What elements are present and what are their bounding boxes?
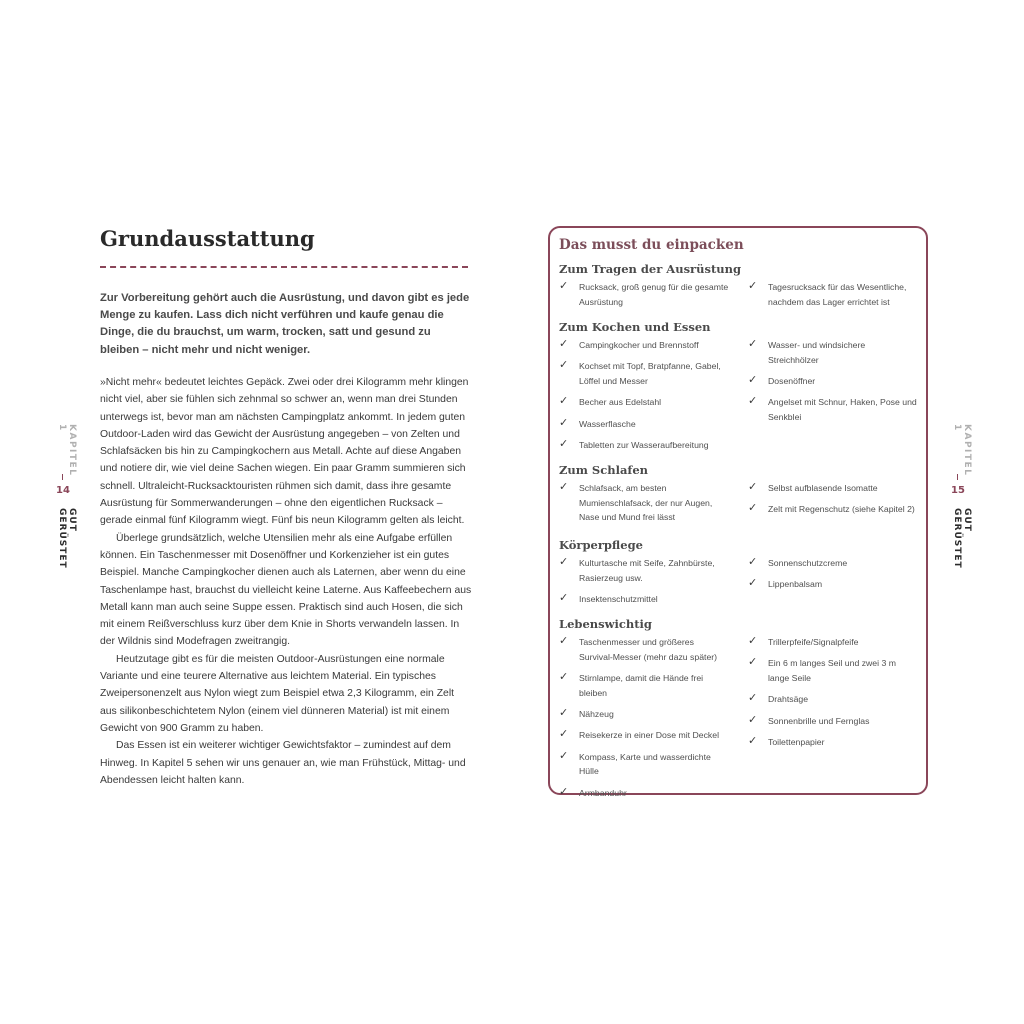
body-paragraph: Überlege grundsätzlich, welche Utensilien mehr als eine Aufgabe erfüllen können. Ein Taschenmesser mit Dosenöffner und Korkenzieher ist ein gutes Beispiel. Manche Campingkocher dienen auch als Laternen, aber wenn du eine Taschenlampe hast, brauchst du vielleicht keine Laterne. Aus Kaffeebechern aus Metall kann man auch seine Suppe essen. Praktisch sind auch Hosen, die sich mit einem Reißverschluss kurz über dem Knie in Shorts verwandeln lassen. In der Wildnis sind Modefragen zweitrangig.: [100, 532, 472, 648]
check-icon: ✓: [748, 692, 758, 705]
check-icon: ✓: [559, 359, 569, 372]
check-icon: ✓: [559, 280, 569, 292]
body-paragraph: »Nicht mehr« bedeutet leichtes Gepäck. Zwei oder drei Kilogramm mehr klingen nicht viel, aber sie fühlen sich zehnmal so schwer an, wenn man drei Stunden unterwegs ist, bevor man am nächsten Campingplatz ankommt. In jedem guten Outdoor-Laden wird das Gewicht der Ausrüstung angegeben – von Zelten und Schlafsäcken bis hin zu Campingkochern aus Metall. Achte auf diese Angaben und notiere dir, wie viel deine Sachen wiegen. Ein paar Gramm summieren sich schnell. Ultraleicht-Rucksacktouristen rühmen sich damit, dass ihre gesamte Ausrüstung für Sommerwanderungen – ohne den eigentlichen Rucksack – gerade einmal fünf Kilogramm wiegt. Fünf bis neun Kilogramm gelten als leicht.: [100, 377, 469, 527]
check-icon: ✓: [559, 591, 569, 604]
checklist-item: ✓ Sonnenschutzcreme: [748, 556, 848, 568]
section-right-column: [748, 280, 918, 316]
section-left-column: [559, 481, 729, 532]
checklist-item: ✓ Selbst aufblasende Isomatte: [748, 481, 878, 493]
checklist-item: ✓ Kompass, Karte und wasserdichte Hülle: [559, 749, 711, 777]
check-icon: ✓: [748, 735, 758, 748]
packing-checklist-box: [548, 226, 928, 798]
section-right-column: [748, 556, 918, 599]
check-icon: ✓: [748, 373, 758, 386]
check-icon: ✓: [559, 395, 569, 408]
body-text: [100, 374, 472, 789]
page-number: 15: [951, 485, 965, 496]
checklist-item: ✓ Insektenschutzmittel: [559, 591, 658, 604]
check-icon: ✓: [559, 749, 569, 762]
section-label: GUT GERÜSTET: [952, 508, 972, 569]
section-right-column: [748, 481, 918, 524]
section-right-column: [748, 338, 918, 431]
checklist-item: ✓ Tabletten zur Wasseraufbereitung: [559, 438, 709, 451]
checklist-item: ✓ Drahtsäge: [748, 692, 809, 705]
check-icon: ✓: [559, 481, 569, 493]
checklist-item: ✓ Schlafsack, am besten Mumienschlafsack, der nur Augen, Nase und Mund frei lässt: [559, 481, 713, 523]
checklist-item: ✓ Taschenmesser und größeres Survival-Messer (mehr dazu später): [559, 635, 718, 662]
check-icon: ✓: [748, 280, 758, 292]
checklist-item: ✓ Dosenöffner: [748, 373, 816, 386]
body-paragraph: Heutzutage gibt es für die meisten Outdoor-Ausrüstungen eine normale Variante und eine teurere Alternative aus leichtem Material. Ein typisches Zweipersonenzelt aus Nylon wiegt zum Beispiel etwa 2,3 Kilogramm, ein Zelt aus silikonbeschichtetem Nylon (einem viel dünneren Material) ist mit einem Gewicht von 900 Gramm zu haben.: [100, 653, 455, 734]
chapter-label: KAPITEL 1: [57, 424, 77, 477]
check-icon: ✓: [748, 713, 758, 726]
check-icon: ✓: [559, 635, 569, 647]
checklist-item: ✓ Becher aus Edelstahl: [559, 395, 662, 408]
section-left-column: [559, 635, 729, 807]
chapter-label: KAPITEL 1: [952, 424, 972, 477]
check-icon: ✓: [748, 481, 758, 493]
margin-divider: [62, 474, 63, 480]
check-icon: ✓: [559, 706, 569, 719]
checklist-item: ✓ Ein 6 m langes Seil und zwei 3 m lange Seile: [748, 656, 896, 683]
checklist-item: ✓ Lippenbalsam: [748, 577, 823, 590]
checklist-item: ✓ Armbanduhr: [559, 785, 627, 798]
section-heading: Zum Schlafen: [559, 463, 649, 477]
checklist-item: ✓ Toilettenpapier: [748, 735, 825, 748]
section-right-column: [748, 635, 918, 757]
check-icon: ✓: [559, 556, 569, 568]
section-label: GUT GERÜSTET: [57, 508, 77, 569]
checklist-item: ✓ Nähzeug: [559, 706, 614, 719]
checklist-title: Das musst du einpacken: [559, 237, 744, 253]
section-heading: Lebenswichtig: [559, 617, 652, 631]
check-icon: ✓: [559, 338, 569, 350]
checklist-item: ✓ Trillerpfeife/Signalpfeife: [748, 635, 859, 647]
check-icon: ✓: [748, 556, 758, 568]
check-icon: ✓: [559, 670, 569, 683]
checklist-item: ✓ Wasserflasche: [559, 416, 636, 429]
section-left-column: [559, 280, 729, 316]
page-title: Grundausstattung: [100, 226, 315, 251]
checklist-item: ✓ Kulturtasche mit Seife, Zahnbürste, Rasierzeug usw.: [559, 556, 715, 583]
checklist-item: ✓ Reisekerze in einer Dose mit Deckel: [559, 728, 720, 741]
lead-paragraph: Zur Vorbereitung gehört auch die Ausrüstung, und davon gibt es jede Menge zu kaufen. Lass dich nicht verführen und kaufe genau die Dinge, die du brauchst, um warm, trocken, satt und gesund zu bleiben – nicht mehr und nicht weniger.: [100, 292, 470, 356]
checklist-item: ✓ Wasser- und windsichere Streichhölzer: [748, 338, 866, 365]
title-divider: [100, 266, 468, 268]
checklist-item: ✓ Rucksack, groß genug für die gesamte Ausrüstung: [559, 280, 729, 307]
check-icon: ✓: [559, 438, 569, 451]
checklist-item: ✓ Sonnenbrille und Fernglas: [748, 713, 870, 726]
check-icon: ✓: [748, 395, 758, 408]
section-heading: Zum Kochen und Essen: [559, 320, 711, 334]
check-icon: ✓: [748, 338, 758, 350]
check-icon: ✓: [559, 728, 569, 741]
section-left-column: [559, 556, 729, 613]
page-number: 14: [56, 485, 70, 496]
checklist-item: ✓ Tagesrucksack für das Wesentliche, nachdem das Lager errichtet ist: [748, 280, 907, 307]
section-heading: Zum Tragen der Ausrüstung: [559, 262, 742, 276]
section-heading: Körperpflege: [559, 538, 643, 552]
margin-divider: [957, 474, 958, 480]
check-icon: ✓: [748, 502, 758, 515]
body-paragraph: Das Essen ist ein weiterer wichtiger Gewichtsfaktor – zumindest auf dem Hinweg. In Kapitel 5 sehen wir uns genauer an, wie man Frühstück, Mittag- und Abendessen leicht halten kann.: [100, 740, 466, 786]
check-icon: ✓: [559, 416, 569, 429]
section-left-column: [559, 338, 729, 460]
check-icon: ✓: [748, 635, 758, 647]
checklist-item: ✓ Campingkocher und Brennstoff: [559, 338, 699, 350]
check-icon: ✓: [559, 785, 569, 798]
checklist-item: ✓ Stirnlampe, damit die Hände frei bleiben: [559, 670, 704, 698]
checklist-item: ✓ Kochset mit Topf, Bratpfanne, Gabel, Löffel und Messer: [559, 359, 721, 386]
check-icon: ✓: [748, 577, 758, 590]
check-icon: ✓: [748, 656, 758, 669]
checklist-item: ✓ Angelset mit Schnur, Haken, Pose und Senkblei: [748, 395, 917, 422]
checklist-item: ✓ Zelt mit Regenschutz (siehe Kapitel 2): [748, 502, 915, 515]
